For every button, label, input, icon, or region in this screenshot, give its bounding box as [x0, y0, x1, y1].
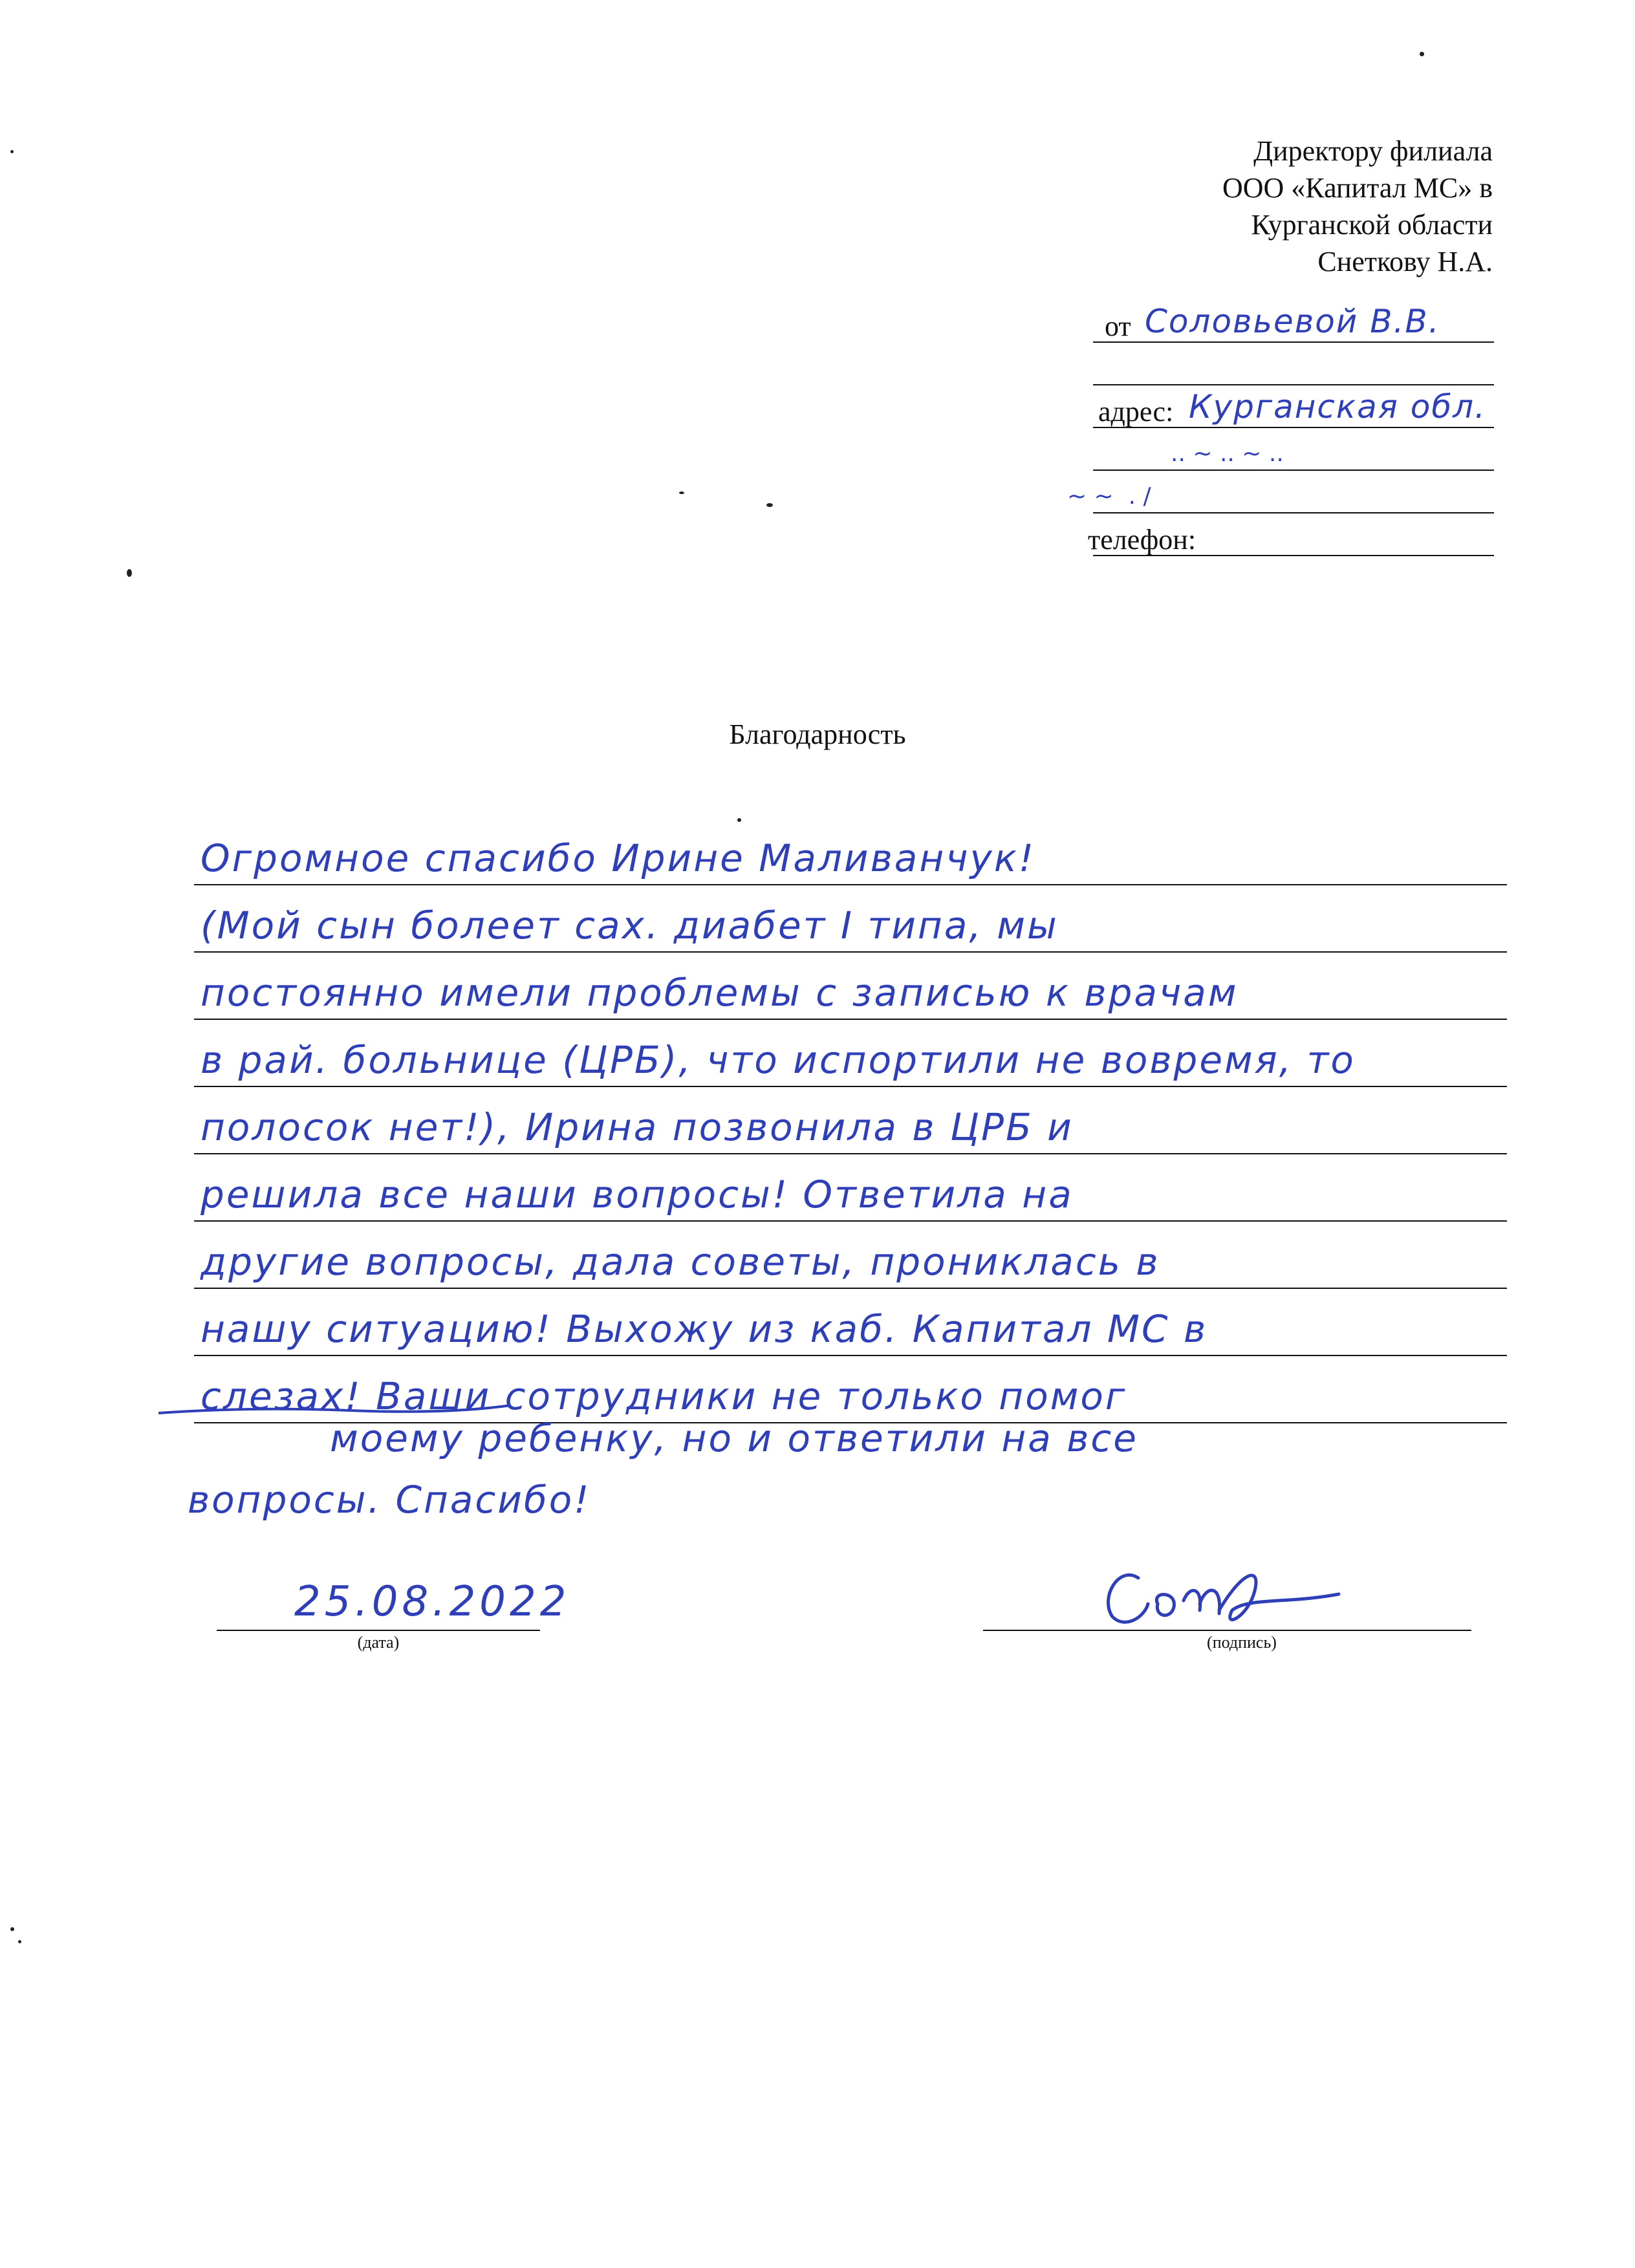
scan-speck	[1420, 52, 1424, 56]
sender-block	[1067, 303, 1494, 560]
letter-body	[188, 818, 1507, 1522]
scan-speck	[737, 818, 741, 822]
redacted-address-2: .. ~ .. ~ ..	[1171, 440, 1284, 467]
letter-line	[194, 1087, 1507, 1154]
scan-speck	[10, 1927, 14, 1931]
signature-caption: (подпись)	[1207, 1633, 1277, 1652]
letter-line-text: Огромное спасибо Ирине Маливанчук!	[200, 836, 1036, 880]
from-underline	[1093, 341, 1494, 343]
address-label: адрес:	[1098, 397, 1176, 427]
letter-tail-line-1: моему ребенку, но и ответили на все	[330, 1416, 1138, 1460]
scan-speck	[766, 503, 773, 507]
scan-speck	[127, 569, 132, 577]
letter-line	[194, 885, 1507, 953]
underline-stroke-icon	[155, 1387, 517, 1426]
letter-line-text: нашу ситуацию! Выхожу из каб. Капитал МС в	[200, 1307, 1208, 1351]
letter-line-text: решила все наши вопросы! Ответила на	[200, 1172, 1074, 1216]
letter-line-text: (Мой сын болеет сах. диабет I типа, мы	[200, 903, 1059, 947]
phone-label: телефон:	[1088, 525, 1198, 555]
address-field-2	[1093, 432, 1494, 475]
date-caption: (дата)	[357, 1633, 400, 1652]
from-value: Соловьевой В.В.	[1145, 303, 1440, 340]
date-line	[217, 1630, 540, 1631]
address-field	[1093, 389, 1494, 432]
signature-icon	[1093, 1559, 1365, 1636]
scan-speck	[679, 491, 684, 494]
addressee-line-1: Директору филиала	[1253, 135, 1493, 167]
from-label: от	[1105, 312, 1134, 341]
letter-line	[194, 818, 1507, 885]
from-field-extra	[1093, 347, 1494, 389]
date-value: 25.08.2022	[294, 1578, 570, 1626]
letter-line-text: постоянно имели проблемы с записью к врачам	[200, 971, 1239, 1015]
from-field	[1093, 304, 1494, 347]
scan-speck	[10, 150, 14, 153]
letter-line	[194, 953, 1507, 1020]
letter-line-text: полосок нет!), Ирина позвонила в ЦРБ и	[200, 1105, 1074, 1149]
letter-line	[194, 1222, 1507, 1289]
address-3-underline	[1093, 512, 1494, 513]
document-title: Благодарность	[729, 718, 906, 750]
address-value: Курганская обл.	[1189, 388, 1487, 426]
address-2-underline	[1093, 470, 1494, 471]
letter-tail-line-2: вопросы. Спасибо!	[188, 1478, 591, 1522]
redacted-address-3: ~ ~ . /	[1067, 483, 1151, 510]
signature-line	[983, 1630, 1471, 1631]
addressee-line-2: ООО «Капитал МС» в	[1222, 172, 1493, 204]
addressee-line-4: Снеткову Н.А.	[1317, 246, 1493, 277]
phone-field	[1088, 517, 1494, 560]
letter-line	[194, 1289, 1507, 1356]
letter-line-text: в рай. больнице (ЦРБ), что испортили не вовремя, то	[200, 1038, 1356, 1082]
letter-line	[194, 1154, 1507, 1222]
address-field-3	[1067, 475, 1494, 517]
addressee-block	[1222, 133, 1493, 280]
letter-line-text: другие вопросы, дала советы, прониклась в	[200, 1240, 1160, 1284]
addressee-line-3: Курганской области	[1251, 209, 1493, 241]
letter-line-text: слезах! Ваши сотрудники не только помог	[200, 1374, 1127, 1418]
from-extra-underline	[1093, 384, 1494, 385]
letter-line	[194, 1020, 1507, 1087]
scan-speck	[18, 1940, 21, 1943]
